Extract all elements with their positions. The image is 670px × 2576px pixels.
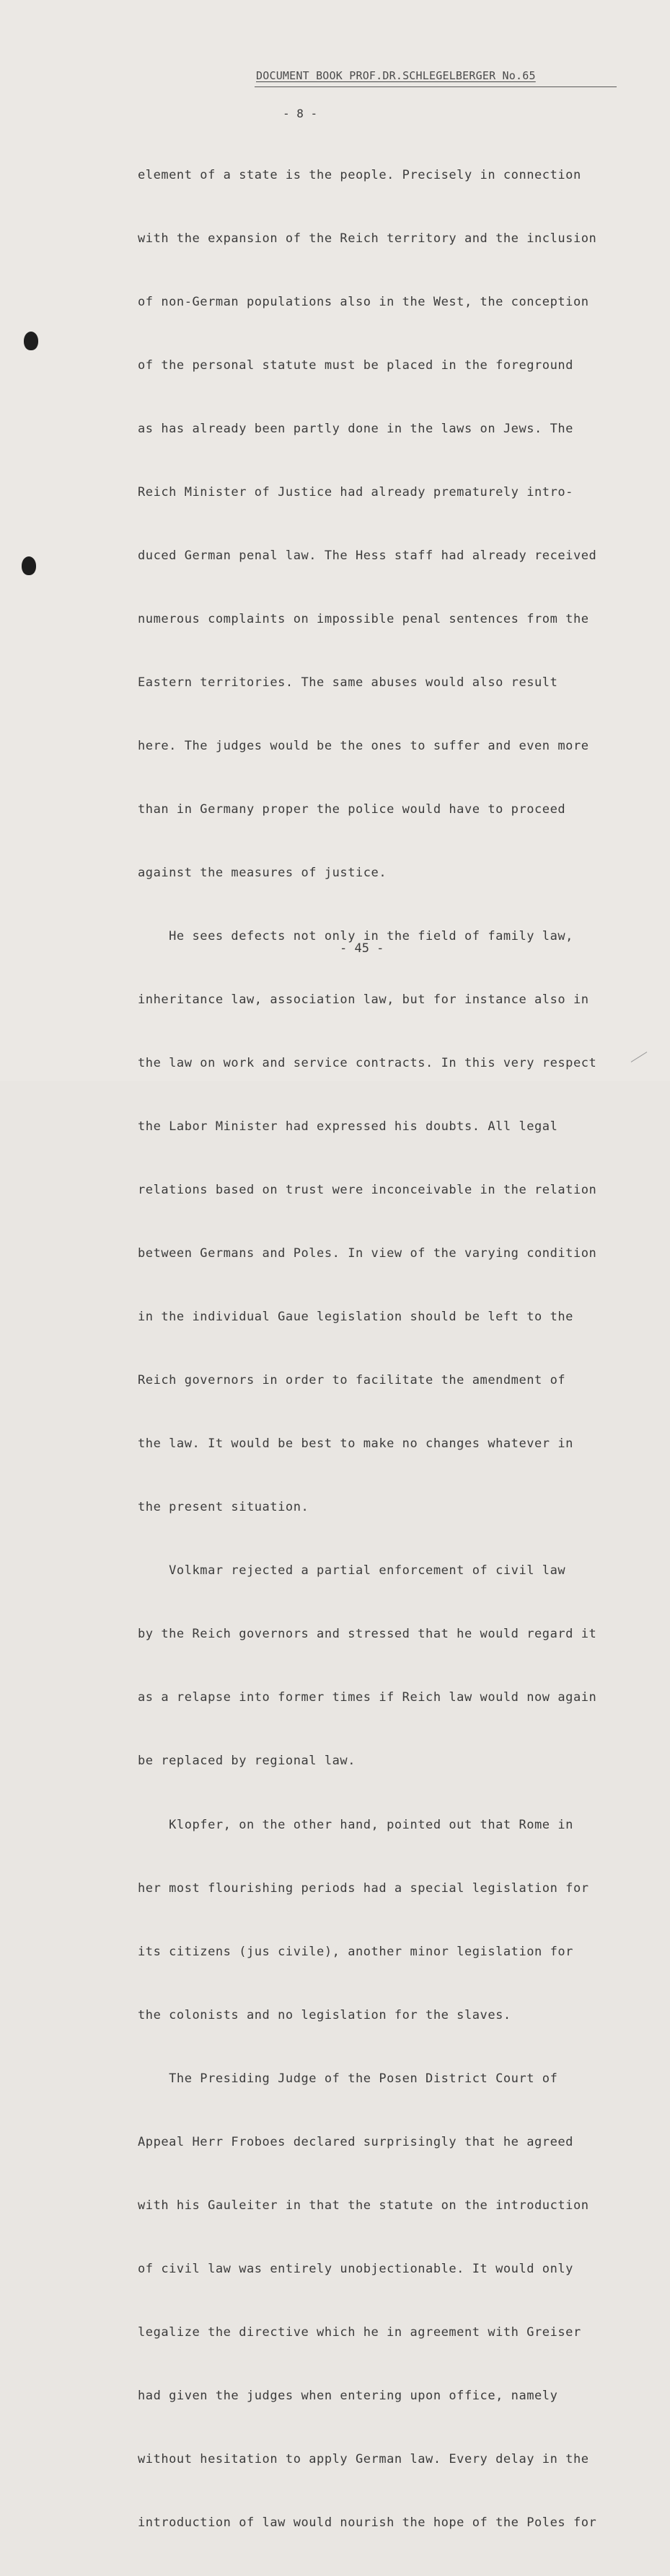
text-line: the Labor Minister had expressed his doubts. All legal xyxy=(138,1119,558,1134)
text-line: element of a state is the people. Precisely in connection xyxy=(138,167,581,182)
text-line: by the Reich governors and stressed that he would regard it xyxy=(138,1627,597,1642)
body-text xyxy=(138,123,653,2576)
text-line: Appeal Herr Froboes declared surprisingly that he agreed xyxy=(138,2134,573,2149)
document-header: DOCUMENT BOOK PROF.DR.SCHLEGELBERGER No.65 xyxy=(256,69,536,82)
text-line: between Germans and Poles. In view of the varying condition xyxy=(138,1246,597,1261)
text-line: be replaced by regional law. xyxy=(138,1754,356,1769)
header-underline xyxy=(255,86,617,87)
text-line: relations based on trust were inconceivable in the relation xyxy=(138,1183,597,1198)
text-line: Eastern territories. The same abuses would also result xyxy=(138,675,558,690)
text-line: inheritance law, association law, but for instance also in xyxy=(138,992,589,1008)
text-line: of civil law was entirely unobjectionable. It would only xyxy=(138,2261,573,2276)
text-line: with the expansion of the Reich territory and the inclusion xyxy=(138,231,597,246)
text-line: as a relapse into former times if Reich law would now again xyxy=(138,1690,597,1705)
text-line: as has already been partly done in the laws on Jews. The xyxy=(138,421,573,436)
text-line: The Presiding Judge of the Posen District Court of xyxy=(138,2071,558,2086)
text-line: her most flourishing periods had a special legislation for xyxy=(138,1880,589,1896)
text-line: in the individual Gaue legislation should be left to the xyxy=(138,1310,573,1325)
punch-hole-top xyxy=(24,332,38,350)
text-line: duced German penal law. The Hess staff had already received xyxy=(138,548,597,563)
text-line: here. The judges would be the ones to suffer and even more xyxy=(138,738,589,753)
text-line: introduction of law would nourish the hope of the Poles for xyxy=(138,2515,597,2530)
text-line: had given the judges when entering upon office, namely xyxy=(138,2388,558,2403)
page-number-top: - 8 - xyxy=(283,107,318,120)
text-line: Klopfer, on the other hand, pointed out that Rome in xyxy=(138,1817,573,1832)
text-line: of the personal statute must be placed in the foreground xyxy=(138,357,573,373)
text-line: against the measures of justice. xyxy=(138,866,387,881)
text-line: the colonists and no legislation for the slaves. xyxy=(138,2007,511,2022)
text-line: numerous complaints on impossible penal sentences from the xyxy=(138,611,589,626)
text-line: legalize the directive which he in agreement with Greiser xyxy=(138,2324,581,2340)
text-line: than in Germany proper the police would have to proceed xyxy=(138,802,566,817)
text-line: Reich Minister of Justice had already prematurely intro- xyxy=(138,484,573,499)
text-line: the law on work and service contracts. In this very respect xyxy=(138,1056,597,1071)
text-line: its citizens (jus civile), another minor legislation for xyxy=(138,1944,573,1959)
text-line: with his Gauleiter in that the statute on the introduction xyxy=(138,2198,589,2213)
text-line: Volkmar rejected a partial enforcement of civil law xyxy=(138,1563,566,1578)
text-line: the present situation. xyxy=(138,1500,309,1515)
punch-hole-bottom xyxy=(22,556,36,575)
text-line: without hesitation to apply German law. Every delay in the xyxy=(138,2451,589,2466)
text-line: He sees defects not only in the field of family law, xyxy=(138,929,573,944)
text-line: the law. It would be best to make no changes whatever in xyxy=(138,1436,573,1452)
text-line: of non-German populations also in the West, the conception xyxy=(138,294,589,309)
page-number-bottom: - 45 - xyxy=(340,941,384,956)
text-line: Reich governors in order to facilitate the amendment of xyxy=(138,1373,566,1388)
